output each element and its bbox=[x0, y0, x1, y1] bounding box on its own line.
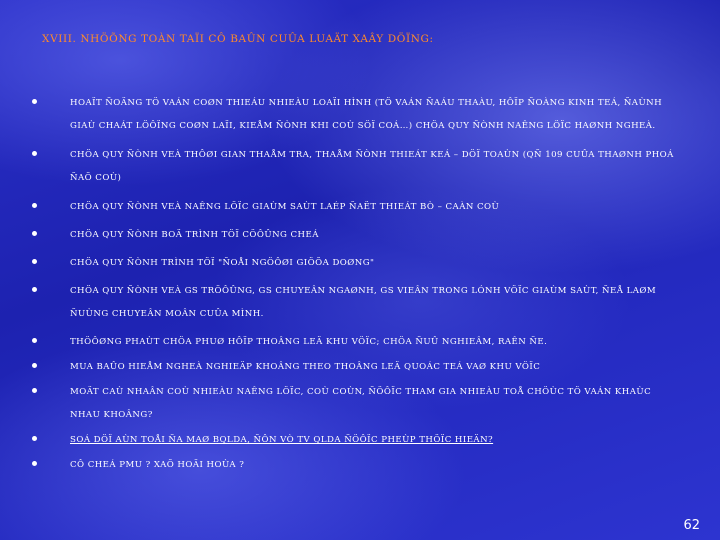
list-item-text: SOÁ DÖÏ AÙN TOÅI ÑA MAØ BQLDA, ÑÔN VÒ TV QLDA ÑÖÔÏC PHEÙP THÖÏC HIEÄN? bbox=[70, 435, 494, 445]
list-item-text: CHÖA QUY ÑÒNH VEÀ NAÊNG LÖÏC GIAÙM SAÙT LAÉP ÑAËT THIEÁT BÒ – CAÀN COÙ bbox=[70, 202, 500, 212]
list-item bbox=[32, 280, 682, 326]
slide-title: XVIII. NHÖÕNG TOÀN TAÏI CÔ BAÛN CUÛA LUAÄT XAÂY DÖÏNG: bbox=[42, 33, 434, 45]
list-item-text: THÖÔØNG PHAÙT CHÖA PHUØ HÔÏP THOÂNG LEÄ KHU VÖÏC; CHÖA ÑUÛ NGHIEÂM, RAÊN ÑE. bbox=[70, 337, 548, 347]
bullet-icon bbox=[32, 461, 37, 466]
list-item bbox=[32, 144, 682, 190]
bullet-icon bbox=[32, 338, 37, 343]
list-item-text: HOAÏT ÑOÄNG TÖ VAÁN COØN THIEÁU NHIEÀU LOAÏI HÌNH (TÖ VAÁN ÑAÁU THAÀU, HÔÏP ÑOÀNG KINH TEÁ, ÑAÙNH GIAÙ CHAÁT LÖÔÏNG COØN LAÏI, KIEÅM ÑÒNH KHI COÙ SÖÏ COÁ…) CHÖA QUY ÑÒNH NAÊNG LÖÏC HAØNH NGHEÀ. bbox=[70, 98, 663, 131]
bullet-icon bbox=[32, 388, 37, 393]
bullet-icon bbox=[32, 231, 37, 236]
list-item bbox=[32, 356, 682, 379]
list-item-text: MOÄT CAÙ NHAÂN COÙ NHIEÀU NAÊNG LÖÏC, COÙ COÙN, ÑÖÔÏC THAM GIA NHIEÀU TOÅ CHÖÙC TÖ VAÁN KHAÙC NHAU KHOÂNG? bbox=[70, 387, 652, 420]
bullet-icon bbox=[32, 99, 37, 104]
bullet-icon bbox=[32, 287, 37, 292]
list-item bbox=[32, 252, 682, 275]
list-item-text: CHÖA QUY ÑÒNH BOÄ TRÌNH TÖÏ CÖÔÛNG CHEÁ bbox=[70, 230, 319, 240]
list-item bbox=[32, 224, 682, 247]
page-number: 62 bbox=[683, 518, 700, 533]
list-item-text: CHÖA QUY ÑÒNH VEÀ THÔØI GIAN THAÅM TRA, THAÅM ÑÒNH THIEÁT KEÁ – DÖÏ TOAÙN (QÑ 109 CUÛA THAØNH PHOÁ ÑAÕ COÙ) bbox=[70, 150, 674, 183]
list-item bbox=[32, 196, 682, 219]
list-item-text: MUA BAÛO HIEÅM NGHEÀ NGHIEÄP KHOÂNG THEO THOÂNG LEÄ QUOÁC TEÁ VAØ KHU VÖÏC bbox=[70, 362, 541, 372]
list-item-text: CHÖA QUY ÑÒNH TRÌNH TÖÏ "ÑOÅI NGÖÔØI GIÖÕA DOØNG" bbox=[70, 258, 375, 268]
bullet-icon bbox=[32, 259, 37, 264]
list-item bbox=[32, 381, 682, 427]
list-item-text: CHÖA QUY ÑÒNH VEÀ GS TRÖÔÛNG, GS CHUYEÂN NGAØNH, GS VIEÂN TRONG LÓNH VÖÏC GIAÙM SAÙT, ÑEÅ LAØM ÑUÙNG CHUYEÂN MOÂN CUÛA MÌNH. bbox=[70, 286, 657, 319]
bullet-icon bbox=[32, 151, 37, 156]
list-item bbox=[32, 454, 682, 477]
bullet-list bbox=[32, 92, 682, 477]
bullet-icon bbox=[32, 203, 37, 208]
bullet-icon bbox=[32, 436, 37, 441]
bullet-icon bbox=[32, 363, 37, 368]
list-item bbox=[32, 331, 682, 354]
list-item bbox=[32, 429, 682, 452]
list-item-text: CÔ CHEÁ PMU ? XAÕ HOÄI HOÙA ? bbox=[70, 460, 245, 470]
list-item bbox=[32, 92, 682, 138]
